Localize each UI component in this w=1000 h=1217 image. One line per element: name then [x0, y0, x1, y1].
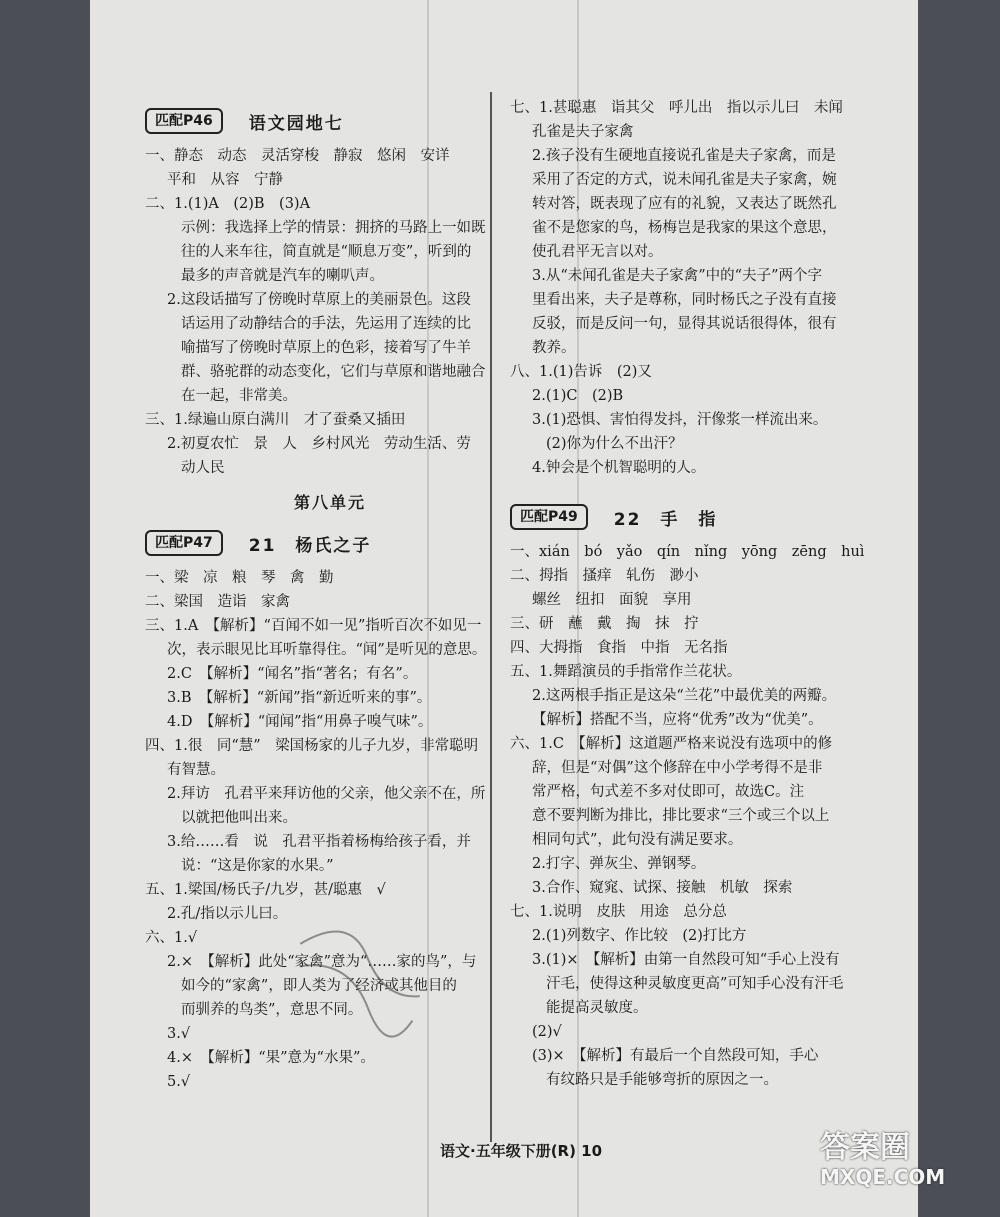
section-header — [510, 498, 905, 536]
answer-line: 而驯养的鸟类”，意思不同。 — [181, 1002, 363, 1018]
answer-line: 3.B 【解析】“新闻”指“新近听来的事”。 — [167, 690, 432, 706]
answer-line: 使孔君平无言以对。 — [532, 244, 663, 260]
section-title: 语文园地七 — [248, 113, 344, 134]
answer-line: 一、xián bó yǎo qín nǐng yōng zēng huì — [510, 544, 865, 560]
answer-line: 雀不是您家的鸟，杨梅岂是我家的果这个意思， — [532, 220, 837, 236]
answer-line: 三、研 蘸 戴 掏 抹 拧 — [510, 616, 699, 632]
answer-line: 相同句式”，此句没有满足要求。 — [532, 832, 743, 848]
section-header — [145, 524, 515, 562]
answer-line: 二、梁国 造诣 家禽 — [145, 594, 290, 610]
answer-line: 教养。 — [532, 340, 576, 356]
answer-line: 一、静态 动态 灵活穿梭 静寂 悠闲 安详 — [145, 148, 450, 164]
answer-line: 常严格，句式差不多对仗即可，故选C。注 — [532, 784, 805, 800]
answer-line: 2.孩子没有生硬地直接说孔雀是夫子家禽，而是 — [532, 148, 836, 164]
answer-line: 3.(1)恐惧、害怕得发抖，汗像浆一样流出来。 — [532, 412, 828, 428]
site-watermark — [820, 1130, 945, 1188]
answer-line: 二、拇指 搔痒 轧伤 渺小 — [510, 568, 699, 584]
answer-line: 反驳，而是反问一句，显得其说话很得体，很有 — [532, 316, 837, 332]
answer-line: 七、1.甚聪惠 诣其父 呼儿出 指以示儿曰 未闻 — [510, 100, 843, 116]
page-footer: 语文·五年级下册(R) 10 — [440, 1142, 603, 1160]
answer-line: 2.打字、弹灰尘、弹钢琴。 — [532, 856, 706, 872]
answer-line: 五、1.舞蹈演员的手指常作兰花状。 — [510, 664, 742, 680]
unit-title: 第八单元 — [293, 493, 366, 512]
answer-line: 螺丝 纽扣 面貌 享用 — [532, 592, 692, 608]
answer-line: 六、1.√ — [145, 930, 198, 946]
answer-line: 里看出来，夫子是尊称，同时杨氏之子没有直接 — [532, 292, 837, 308]
answer-line: 话运用了动静结合的手法，先运用了连续的比 — [181, 316, 471, 332]
answer-line: 说：“这是你家的水果。” — [181, 858, 334, 874]
answer-line: (3)× 【解析】有最后一个自然段可知，手心 — [532, 1048, 819, 1064]
answer-line: 最多的声音就是汽车的喇叭声。 — [181, 268, 384, 284]
answer-line: 2.孔/指以示儿曰。 — [167, 906, 288, 922]
answer-line: 4.钟会是个机智聪明的人。 — [532, 460, 706, 476]
watermark-title: 答案圈 — [820, 1130, 910, 1165]
answer-line: (2)你为什么不出汗？ — [546, 436, 683, 452]
answer-line: 如今的“家禽”，即人类为了经济或其他目的 — [181, 978, 457, 994]
answer-line: 2.这段话描写了傍晚时草原上的美丽景色。这段 — [167, 292, 471, 308]
answer-line: 孔雀是夫子家禽 — [532, 124, 634, 140]
page-match-tag: 匹配P49 — [510, 504, 588, 530]
answer-line: 4.× 【解析】“果”意为“水果”。 — [167, 1050, 375, 1066]
page-match-tag: 匹配P47 — [145, 530, 223, 556]
answer-line: 2.(1)列数字、作比较 (2)打比方 — [532, 928, 747, 944]
answer-line: 二、1.(1)A (2)B (3)A — [145, 196, 311, 212]
answer-line: 能提高灵敏度。 — [546, 1000, 648, 1016]
answer-line: 三、1.A 【解析】“百闻不如一见”指听百次不如见一 — [145, 618, 482, 634]
answer-line: 动人民 — [181, 460, 225, 476]
answer-page — [90, 0, 918, 1217]
answer-line: 七、1.说明 皮肤 用途 总分总 — [510, 904, 727, 920]
answer-line: 【解析】搭配不当，应将“优秀”改为“优美”。 — [532, 712, 823, 728]
answer-line: 辞，但是“对偶”这个修辞在中小学考得不是非 — [532, 760, 823, 776]
answer-line: 转对答，既表现了应有的礼貌，又表达了既然孔 — [532, 196, 837, 212]
page-match-tag: 匹配P46 — [145, 108, 223, 134]
answer-line: 有智慧。 — [167, 762, 225, 778]
answer-line: 四、1.很 同“慧” 梁国杨家的儿子九岁，非常聪明 — [145, 738, 479, 754]
answer-line: 一、梁 凉 粮 琴 禽 勤 — [145, 570, 334, 586]
answer-line: 2.C 【解析】“闻名”指“著名；有名”。 — [167, 666, 418, 682]
answer-line: 4.D 【解析】“闻闻”指“用鼻子嗅气味”。 — [167, 714, 433, 730]
answer-line: 3.从“未闻孔雀是夫子家禽”中的“夫子”两个字 — [532, 268, 822, 284]
section-header — [145, 102, 515, 140]
answer-line: 以就把他叫出来。 — [181, 810, 297, 826]
answer-line: 次，表示眼见比耳听靠得住。“闻”是听见的意思。 — [167, 642, 487, 658]
answer-line: 3.合作、窥窕、试探、接触 机敏 探索 — [532, 880, 793, 896]
answer-line: 3.(1)× 【解析】由第一自然段可知“手心上没有 — [532, 952, 840, 968]
section-title: 22 手 指 — [613, 509, 718, 530]
watermark-url: MXQE.COM — [820, 1165, 946, 1189]
right-column — [510, 96, 905, 1092]
answer-line: 示例：我选择上学的情景：拥挤的马路上一如既 — [181, 220, 486, 236]
answer-line: 意不要判断为排比，排比要求“三个或三个以上 — [532, 808, 830, 824]
answer-line: 2.(1)C (2)B — [532, 388, 624, 404]
answer-line: 3.给……看 说 孔君平指着杨梅给孩子看，并 — [167, 834, 471, 850]
answer-line: 5.√ — [167, 1074, 191, 1090]
section-title: 21 杨氏之子 — [248, 535, 372, 556]
answer-line: 喻描写了傍晚时草原上的色彩，接着写了牛羊 — [181, 340, 471, 356]
answer-line: 三、1.绿遍山原白满川 才了蚕桑又插田 — [145, 412, 406, 428]
answer-line: 群、骆驼群的动态变化，它们与草原和谐地融合 — [181, 364, 486, 380]
answer-line: 2.× 【解析】此处“家禽”意为“……家的鸟”，与 — [167, 954, 477, 970]
answer-line: 3.√ — [167, 1026, 191, 1042]
answer-line: 2.拜访 孔君平来拜访他的父亲，他父亲不在，所 — [167, 786, 486, 802]
answer-line: 五、1.梁国/杨氏子/九岁，甚/聪惠 √ — [145, 882, 386, 898]
answer-line: 平和 从容 宁静 — [167, 172, 283, 188]
answer-line: (2)√ — [532, 1024, 562, 1040]
answer-line: 2.初夏农忙 景 人 乡村风光 劳动生活、劳 — [167, 436, 471, 452]
answer-line: 汗毛，使得这种灵敏度更高”可知手心没有汗毛 — [546, 976, 844, 992]
answer-line: 六、1.C 【解析】这道题严格来说没有选项中的修 — [510, 736, 833, 752]
answer-line: 在一起，非常美。 — [181, 388, 297, 404]
answer-line: 有纹路只是手能够弯折的原因之一。 — [546, 1072, 778, 1088]
answer-line: 2.这两根手指正是这朵“兰花”中最优美的两瓣。 — [532, 688, 837, 704]
answer-line: 八、1.(1)告诉 (2)又 — [510, 364, 652, 380]
answer-line: 四、大拇指 食指 中指 无名指 — [510, 640, 728, 656]
answer-line: 往的人来车往，简直就是“顺息万变”，听到的 — [181, 244, 472, 260]
answer-line: 采用了否定的方式，说未闻孔雀是夫子家禽，婉 — [532, 172, 837, 188]
